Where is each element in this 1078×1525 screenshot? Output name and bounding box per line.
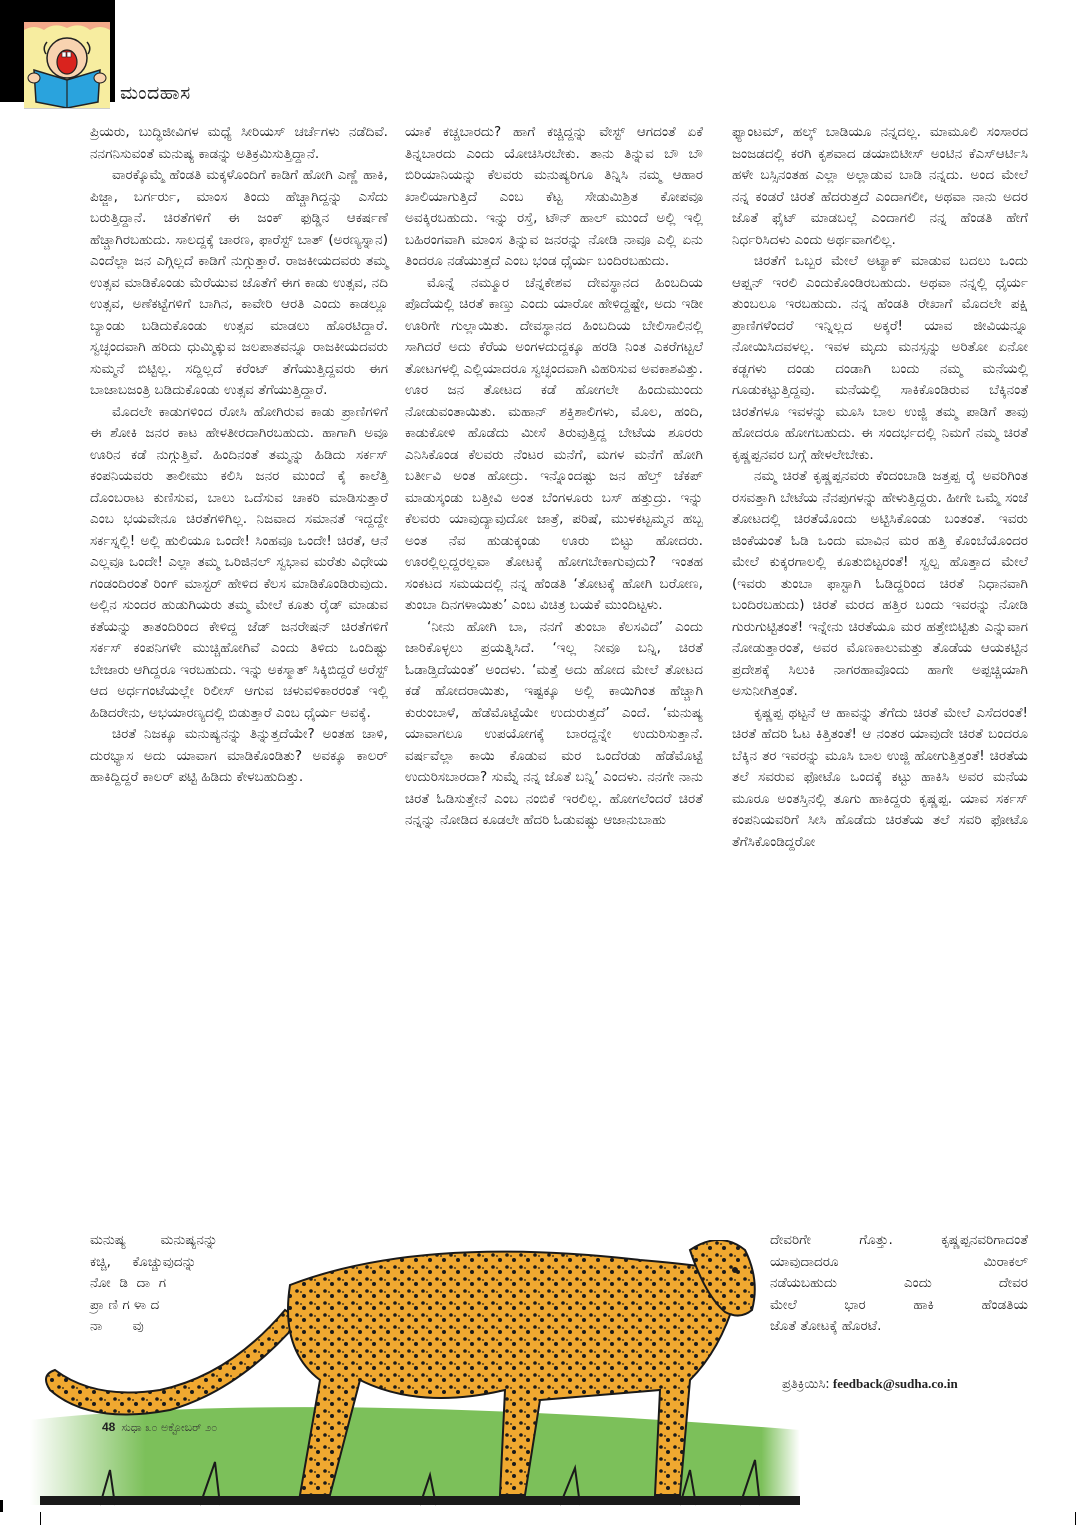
feedback-email-link[interactable]: feedback@sudha.co.in [832, 1376, 958, 1391]
article-column-3-tail [770, 1230, 1028, 1338]
article-line: ಯಾವುದಾದರೂ ಮಿರಾಕಲ್ [770, 1253, 1028, 1270]
article-line: ಮನುಷ್ಯ ಮನುಷ್ಯನನ್ನು [90, 1232, 218, 1248]
article-paragraph: ವಾರಕ್ಕೊಮ್ಮೆ ಹೆಂಡತಿ ಮಕ್ಕಳೊಂದಿಗೆ ಕಾಡಿಗೆ ಹೋಗಿ ಎಣ್ಣೆ ಹಾಕಿ, ಪಿಜ್ಜಾ, ಬರ್ಗರ್ರು, ಮಾಂಸ ತಿಂದು ಹೆಚ್ಚಾಗಿದ್ದನ್ನು ಎಸೆದು ಬರುತ್ತಿದ್ದಾನೆ. ಚಿರತೆಗಳಿಗೆ ಈ ಜಂಕ್ ಫುಡ್ಡಿನ ಆಕರ್ಷಣೆ ಹೆಚ್ಚಾಗಿರಬಹುದು. ಸಾಲದ್ದಕ್ಕೆ ಚಾರಣ, ಫಾರೆಸ್ಟ್ ಬಾತ್ (ಅರಣ್ಯಸ್ನಾನ) ಎಂದೆಲ್ಲಾ ಜನ ಎಗ್ಗಿಲ್ಲದೆ ಕಾಡಿಗೆ ನುಗ್ಗುತ್ತಾರೆ. ರಾಜಕೀಯದವರು ತಮ್ಮ ಉತ್ಸವ ಮಾಡಿಕೊಂಡು ಮೆರೆಯುವ ಜೊತೆಗೆ ಈಗ ಕಾಡು ಉತ್ಸವ, ನದಿ ಉತ್ಸವ, ಅಣೆಕಟ್ಟೆಗಳಿಗೆ ಬಾಗಿನ, ಕಾವೇರಿ ಆರತಿ ಎಂದು ಕಾಡಲ್ಲೂ ಬ್ಯಾಂಡು ಬಡಿದುಕೊಂಡು ಉತ್ಸವ ಮಾಡಲು ಹೊರಟಿದ್ದಾರೆ. ಸ್ವಚ್ಛಂದವಾಗಿ ಹರಿದು ಧುಮ್ಮಿಕ್ಕುವ ಜಲಪಾತವನ್ನೂ ರಾಜಕೀಯದವರು ಸುಮ್ಮನೆ ಬಿಟ್ಟಿಲ್ಲ. ಸದ್ದಿಲ್ಲದೆ ಕರೆಂಟ್ ತೆಗೆಯುತ್ತಿದ್ದವರು ಈಗ ಬಾಜಾಬಜಂತ್ರಿ ಬಡಿದುಕೊಂಡು ಉತ್ಸವ ತೆಗೆಯುತ್ತಿದ್ದಾರೆ. [90, 167, 388, 398]
article-line: ನಡೆಯಬಹುದು ಎಂದು ದೇವರ [770, 1275, 1028, 1291]
crop-mark [40, 1512, 41, 1525]
article-column-3 [732, 122, 1028, 853]
article-paragraph: ಮೊನ್ನೆ ನಮ್ಮೂರ ಚೆನ್ನಕೇಶವ ದೇವಸ್ಥಾನದ ಹಿಂಬದಿಯ ಪೊದೆಯಲ್ಲಿ ಚಿರತೆ ಕಾಣ್ತು ಎಂದು ಯಾರೋ ಹೇಳಿದ್ದಷ್ಟೇ, ಅದು ಇಡೀ ಊರಿಗೇ ಗುಲ್ಲಾಯಿತು. ದೇವಸ್ಥಾನದ ಹಿಂಬದಿಯ ಬೇಲಿಸಾಲಿನಲ್ಲಿ ಸಾಗಿದರೆ ಅದು ಕೆರೆಯ ಅಂಗಳದುದ್ದಕ್ಕೂ ಹರಡಿ ನಿಂತ ಎಕರೆಗಟ್ಟಲೆ ತೋಟಗಳಲ್ಲಿ ಎಲ್ಲಿಯಾದರೂ ಸ್ವಚ್ಛಂದವಾಗಿ ವಿಹರಿಸುವ ಅವಕಾಶವಿತ್ತು. ಊರ ಜನ ತೋಟದ ಕಡೆ ಹೋಗಲೇ ಹಿಂದುಮುಂದು ನೋಡುವಂತಾಯಿತು. ಮಹಾನ್ ಶಕ್ತಿಶಾಲಿಗಳು, ಮೊಲ, ಹಂದಿ, ಕಾಡುಕೋಳಿ ಹೊಡೆದು ಮೀಸೆ ತಿರುವುತ್ತಿದ್ದ ಬೇಟೆಯ ಶೂರರು ಎನಿಸಿಕೊಂಡ ಕೆಲವರು ನೆಂಟರ ಮನೆಗೆ, ಮಗಳ ಮನೆಗೆ ಹೋಗಿ ಬರ್ತೀವಿ ಅಂತ ಹೋದ್ರು. ಇನ್ನೊಂದಷ್ಟು ಜನ ಹೆಲ್ತ್ ಚೆಕಪ್ ಮಾಡುಸ್ಕಂಡು ಬತ್ತೀವಿ ಅಂತ ಬೆಂಗಳೂರು ಬಸ್ ಹತ್ತುದ್ರು. ಇನ್ನು ಕೆಲವರು ಯಾವುದ್ಯಾವುದೋ ಜಾತ್ರೆ, ಪರಿಷೆ, ಮುಳಕಟ್ಟಮ್ಮನ ಹಬ್ಬ ಅಂತ ನೆವ ಹುಡುಕ್ಕಂಡು ಊರು ಬಿಟ್ಟು ಹೋದರು. ಊರಲ್ಲಿಲ್ಲದ್ದರಲ್ಲವಾ ತೋಟಕ್ಕೆ ಹೋಗಬೇಕಾಗುವುದು? ಇಂತಹ ಸಂಕಟದ ಸಮಯದಲ್ಲಿ ನನ್ನ ಹೆಂಡತಿ ‘ತೋಟಕ್ಕೆ ಹೋಗಿ ಬರೋಣ, ತುಂಬಾ ದಿನಗಳಾಯಿತು’ ಎಂಬ ವಿಚಿತ್ರ ಬಯಕೆ ಮುಂದಿಟ್ಟಳು. [405, 274, 703, 613]
laughing-reader-icon [24, 22, 110, 109]
article-column-1-tail [90, 1230, 280, 1338]
feedback-line [782, 1376, 958, 1392]
publication-date: ಸುಧಾ ೩೦ ಅಕ್ಟೋಬರ್ ೨೦ [121, 1421, 218, 1434]
article-paragraph: ಪ್ರಿಯರು, ಬುದ್ಧಿಜೀವಿಗಳ ಮಧ್ಯೆ ಸೀರಿಯಸ್ ಚರ್ಚೆಗಳು ನಡೆದಿವೆ. ನನಗನಿಸುವಂತೆ ಮನುಷ್ಯ ಕಾಡನ್ನು ಅತಿಕ್ರಮಿಸುತ್ತಿದ್ದಾನೆ. [90, 124, 388, 162]
article-line: ನೋ ಡಿ ದಾ ಗ [90, 1275, 167, 1291]
article-paragraph: ಚಿರತೆಗೆ ಒಬ್ಬರ ಮೇಲೆ ಅಟ್ಯಾಕ್ ಮಾಡುವ ಬದಲು ಒಂದು ಆಪ್ಷನ್ ಇರಲಿ ಎಂದುಕೊಂಡಿರಬಹುದು. ಅಥವಾ ನನ್ನಲ್ಲಿ ಧೈರ್ಯ ತುಂಬಲೂ ಇರಬಹುದು. ನನ್ನ ಹೆಂಡತಿ ರೇಖಾಗೆ ಮೊದಲೇ ಪಕ್ಷಿ ಪ್ರಾಣಿಗಳೆಂದರೆ ಇನ್ನಿಲ್ಲದ ಅಕ್ಕರೆ! ಯಾವ ಜೀವಿಯನ್ನೂ ನೋಯಿಸಿದವಳಲ್ಲ. ಇವಳ ಮೃದು ಮನಸ್ಸನ್ನು ಅರಿತೋ ಏನೋ ಕಡ್ಜಗಳು ದಂಡು ದಂಡಾಗಿ ಬಂದು ನಮ್ಮ ಮನೆಯಲ್ಲಿ ಗೂಡುಕಟ್ಟುತ್ತಿದ್ದವು. ಮನೆಯಲ್ಲಿ ಸಾಕಿಕೊಂಡಿರುವ ಬೆಕ್ಕಿನಂತೆ ಚಿರತೆಗಳೂ ಇವಳನ್ನು ಮೂಸಿ ಬಾಲ ಉಜ್ಜಿ ತಮ್ಮ ಪಾಡಿಗೆ ತಾವು ಹೋದರೂ ಹೋಗಬಹುದು. ಈ ಸಂದರ್ಭದಲ್ಲಿ ನಿಮಗೆ ನಮ್ಮ ಚಿರತೆ ಕೃಷ್ಣಪ್ಪನವರ ಬಗ್ಗೆ ಹೇಳಲೇಬೇಕು. [732, 253, 1028, 463]
article-paragraph: ಫ್ಯಾಂಟಮ್, ಹಲ್ಕ್ ಬಾಡಿಯೂ ನನ್ನದಲ್ಲ. ಮಾಮೂಲಿ ಸಂಸಾರದ ಜಂಜಡದಲ್ಲಿ ಕರಗಿ ಕೃಶವಾದ ಡಯಾಬಿಟೀಸ್ ಅಂಟಿನ ಕೆಎಸ್ಆರ್ಟಿಸಿ ಹಳೇ ಬಸ್ಸಿನಂತಹ ಎಲ್ಲಾ ಅಲ್ಲಾಡುವ ಬಾಡಿ ನನ್ನದು. ಅಂದ ಮೇಲೆ ನನ್ನ ಕಂಡರೆ ಚಿರತೆ ಹೆದರುತ್ತದೆ ಎಂದಾಗಲೀ, ಅಥವಾ ನಾನು ಅದರ ಜೊತೆ ಫೈಟ್ ಮಾಡಬಲ್ಲೆ ಎಂದಾಗಲಿ ನನ್ನ ಹೆಂಡತಿ ಹೇಗೆ ನಿರ್ಧರಿಸಿದಳು ಎಂದು ಅರ್ಥವಾಗಲಿಲ್ಲ. [732, 124, 1028, 248]
article-paragraph: ಯಾಕೆ ಕಚ್ಚಬಾರದು? ಹಾಗೆ ಕಚ್ಚಿದ್ದನ್ನು ವೇಸ್ಟ್ ಆಗದಂತೆ ಏಕೆ ತಿನ್ನಬಾರದು ಎಂದು ಯೋಚಿಸಿರಬೇಕು. ತಾನು ತಿನ್ನುವ ಬೌ ಬೌ ಬಿರಿಯಾನಿಯನ್ನು ಕೆಲವರು ಮನುಷ್ಯರಿಗೂ ತಿನ್ನಿಸಿ ನಮ್ಮ ಆಹಾರ ಖಾಲಿಯಾಗುತ್ತಿದೆ ಎಂಬ ಕೆಟ್ಟ ಸೇಡುಮಿಶ್ರಿತ ಕೋಪವೂ ಅವಕ್ಕಿರಬಹುದು. ಇನ್ನು ರಸ್ತೆ, ಟೌನ್ ಹಾಲ್ ಮುಂದೆ ಅಲ್ಲಿ ಇಲ್ಲಿ ಬಹಿರಂಗವಾಗಿ ಮಾಂಸ ತಿನ್ನುವ ಜನರನ್ನು ನೋಡಿ ನಾವೂ ಎಲ್ಲಿ ಏನು ತಿಂದರೂ ನಡೆಯುತ್ತದೆ ಎಂಬ ಭಂಡ ಧೈರ್ಯ ಬಂದಿರಬಹುದು. [405, 124, 703, 269]
column-logo-illustration [24, 22, 110, 108]
article-line: ಕಚ್ಚಿ, ಕೊಚ್ಚುವುದನ್ನು [90, 1253, 197, 1270]
article-paragraph: ‘ನೀನು ಹೋಗಿ ಬಾ, ನನಗೆ ತುಂಬಾ ಕೆಲಸವಿದೆ’ ಎಂದು ಜಾರಿಕೊಳ್ಳಲು ಪ್ರಯತ್ನಿಸಿದೆ. ‘ಇಲ್ಲ ನೀವೂ ಬನ್ನಿ, ಚಿರತೆ ಓಡಾಡ್ತಿದೆಯಂತೆ’ ಅಂದಳು. ‘ಮತ್ತೆ ಅದು ಹೋದ ಮೇಲೆ ತೋಟದ ಕಡೆ ಹೋದರಾಯಿತು, ಇಷ್ಟಕ್ಕೂ ಅಲ್ಲಿ ಕಾಯಿಗಿಂತ ಹೆಚ್ಚಾಗಿ ಕುರುಂಬಾಳೆ, ಹೆಡೆಮೊಟ್ಟೆಯೇ ಉದುರುತ್ತದೆ’ ಎಂದೆ. ‘ಮನುಷ್ಯ ಯಾವಾಗಲೂ ಉಪಯೋಗಕ್ಕೆ ಬಾರದ್ದನ್ನೇ ಉದುರಿಸುತ್ತಾನೆ. ವರ್ಷವೆಲ್ಲಾ ಕಾಯಿ ಕೊಡುವ ಮರ ಒಂದೆರಡು ಹೆಡೆಮೊಟ್ಟೆ ಉದುರಿಸಬಾರದಾ? ಸುಮ್ನೆ ನನ್ನ ಜೊತೆ ಬನ್ನಿ’ ಎಂದಳು. ನನಗೇ ನಾನು ಚಿರತೆ ಓಡಿಸುತ್ತೇನೆ ಎಂಬ ನಂಬಿಕೆ ಇರಲಿಲ್ಲ. ಹೋಗಲೆಂದರೆ ಚಿರತೆ ನನ್ನನ್ನು ನೋಡಿದ ಕೂಡಲೇ ಹೆದರಿ ಓಡುವಷ್ಟು ಆಜಾನುಬಾಹು [405, 618, 703, 828]
article-line: ಮೇಲೆ ಭಾರ ಹಾಕಿ ಹೆಂಡತಿಯ [770, 1296, 1028, 1313]
article-paragraph: ಚಿರತೆ ನಿಜಕ್ಕೂ ಮನುಷ್ಯನನ್ನು ತಿನ್ನುತ್ತದೆಯೇ? ಅಂತಹ ಚಾಳಿ, ದುರಭ್ಯಾಸ ಅದು ಯಾವಾಗ ಮಾಡಿಕೊಂಡಿತು? ಅವಕ್ಕೂ ಕಾಲರ್ ಹಾಕಿದ್ದಿದ್ದರೆ ಕಾಲರ್ ಪಟ್ಟಿ ಹಿಡಿದು ಕೇಳಬಹುದಿತ್ತು. [90, 726, 388, 785]
article-paragraph: ಕೃಷ್ಣಪ್ಪ ಥಟ್ಟನೆ ಆ ಹಾವನ್ನು ತೆಗೆದು ಚಿರತೆ ಮೇಲೆ ಎಸೆದರಂತೆ! ಚಿರತೆ ಹೆದರಿ ಓಟ ಕಿತ್ತಿತಂತೆ! ಆ ನಂತರ ಯಾವುದೇ ಚಿರತೆ ಬಂದರೂ ಬೆಕ್ಕಿನ ತರ ಇವರನ್ನು ಮೂಸಿ ಬಾಲ ಉಜ್ಜಿ ಹೋಗುತ್ತಿತ್ತಂತೆ! ಚಿರತೆಯ ತಲೆ ಸವರುವ ಫೋಟೊ ಒಂದಕ್ಕೆ ಕಟ್ಟು ಹಾಕಿಸಿ ಅವರ ಮನೆಯ ಮೂರೂ ಅಂತಸ್ತಿನಲ್ಲಿ ತೂಗು ಹಾಕಿದ್ದರು ಕೃಷ್ಣಪ್ಪ. ಯಾವ ಸರ್ಕಸ್ ಕಂಪನಿಯವರಿಗೆ ಸೀಸಿ ಹೊಡೆದು ಚಿರತೆಯ ತಲೆ ಸವರಿ ಫೋಟೊ ತೆಗೆಸಿಕೊಂಡಿದ್ದರೋ [732, 704, 1028, 850]
article-paragraph: ನಮ್ಮ ಚಿರತೆ ಕೃಷ್ಣಪ್ಪನವರು ಕೆಂದಂಬಾಡಿ ಜತ್ತಪ್ಪ ರೈ ಅವರಿಗಿಂತ ರಸವತ್ತಾಗಿ ಬೇಟೆಯ ನೆನಪುಗಳನ್ನು ಹೇಳುತ್ತಿದ್ದರು. ಹೀಗೇ ಒಮ್ಮೆ ಸಂಜೆ ತೋಟದಲ್ಲಿ ಚಿರತೆಯೊಂದು ಅಟ್ಟಿಸಿಕೊಂಡು ಬಂತಂತೆ. ಇವರು ಜಿಂಕೆಯಂತೆ ಓಡಿ ಒಂದು ಮಾವಿನ ಮರ ಹತ್ತಿ ಕೊಂಬೆಯೊಂದರ ಮೇಲೆ ಕುಕ್ಕರಗಾಲಲ್ಲಿ ಕೂತುಬಿಟ್ಟರಂತೆ! ಸ್ವಲ್ಪ ಹೊತ್ತಾದ ಮೇಲೆ (ಇವರು ತುಂಬಾ ಫಾಸ್ಟಾಗಿ ಓಡಿದ್ದರಿಂದ ಚಿರತೆ ನಿಧಾನವಾಗಿ ಬಂದಿರಬಹುದು) ಚಿರತೆ ಮರದ ಹತ್ತಿರ ಬಂದು ಇವರನ್ನು ನೋಡಿ ಗುರುಗುಟ್ಟಿತಂತೆ! ಇನ್ನೇನು ಚಿರತೆಯೂ ಮರ ಹತ್ತೇಬಿಟ್ಟಿತು ಎನ್ನುವಾಗ ನೋಡುತ್ತಾರಂತೆ, ಅವರ ಮೊಣಕಾಲುಮತ್ತು ತೊಡೆಯ ಆಯಕಟ್ಟಿನ ಪ್ರದೇಶಕ್ಕೆ ಸಿಲುಕಿ ನಾಗರಹಾವೊಂದು ಹಾಗೇ ಅಪ್ಪಚ್ಚಿಯಾಗಿ ಅಸುನೀಗಿತ್ತಂತೆ. [732, 468, 1028, 699]
article-line: ದೇವರಿಗೇ ಗೊತ್ತು. ಕೃಷ್ಣಪ್ಪನವರಿಗಾದಂತೆ [770, 1232, 1028, 1248]
section-title: ಮಂದಹಾಸ [120, 82, 191, 104]
article-column-2 [405, 122, 703, 832]
article-paragraph: ಮೊದಲೇ ಕಾಡುಗಳಿಂದ ರೋಸಿ ಹೋಗಿರುವ ಕಾಡು ಪ್ರಾಣಿಗಳಿಗೆ ಈ ಶೋಕಿ ಜನರ ಕಾಟ ಹೇಳತೀರದಾಗಿರಬಹುದು. ಹಾಗಾಗಿ ಅವೂ ಊರಿನ ಕಡೆ ನುಗ್ಗುತ್ತಿವೆ. ಹಿಂದಿನಂತೆ ತಮ್ಮನ್ನು ಹಿಡಿದು ಸರ್ಕಸ್ ಕಂಪನಿಯವರು ತಾಲೀಮು ಕಲಿಸಿ ಜನರ ಮುಂದೆ ಕೈ ಕಾಲೆತ್ತಿ ದೊಂಬರಾಟ ಕುಣಿಸುವ, ಬಾಲು ಒದೆಸುವ ಚಾಕರಿ ಮಾಡಿಸುತ್ತಾರೆ ಎಂಬ ಭಯವೇನೂ ಚಿರತೆಗಳಿಗಿಲ್ಲ. ನಿಜವಾದ ಸಮಾನತೆ ಇದ್ದದ್ದೇ ಸರ್ಕಸ್ನಲ್ಲಿ! ಅಲ್ಲಿ ಹುಲಿಯೂ ಒಂದೇ! ಸಿಂಹವೂ ಒಂದೇ! ಚಿರತೆ, ಆನೆ ಎಲ್ಲವೂ ಒಂದೇ! ಎಲ್ಲಾ ತಮ್ಮ ಒರಿಜಿನಲ್ ಸ್ವಭಾವ ಮರೆತು ವಿಧೇಯ ಗಂಡಂದಿರಂತೆ ರಿಂಗ್ ಮಾಸ್ಟರ್ ಹೇಳಿದ ಕೆಲಸ ಮಾಡಿಕೊಂಡಿರುವುದು. ಅಲ್ಲಿನ ಸುಂದರ ಹುಡುಗಿಯರು ತಮ್ಮ ಮೇಲೆ ಕೂತು ರೈಡ್ ಮಾಡುವ ಕತೆಯನ್ನು ತಾತಂದಿರಿಂದ ಕೇಳಿದ್ದ ಜೆಡ್ ಜನರೇಷನ್ ಚಿರತೆಗಳಿಗೆ ಸರ್ಕಸ್ ಕಂಪನಿಗಳೇ ಮುಚ್ಚಿಹೋಗಿವೆ ಎಂದು ತಿಳಿದು ಒಂದಿಷ್ಟು ಬೇಜಾರು ಆಗಿದ್ದರೂ ಇರಬಹುದು. ಇನ್ನು ಅಕಸ್ಮಾತ್ ಸಿಕ್ಕಿಬಿದ್ದರೆ ಅರೆಸ್ಟ್ ಆದ ಅರ್ಧಗಂಟೆಯಲ್ಲೇ ರಿಲೀಸ್ ಆಗುವ ಚಳುವಳಿಕಾರರಂತೆ ಇಲ್ಲಿ ಹಿಡಿದರೇನು, ಅಭಯಾರಣ್ಯದಲ್ಲಿ ಬಿಡುತ್ತಾರೆ ಎಂಬ ಧೈರ್ಯ ಅವಕ್ಕೆ. [90, 403, 388, 721]
article-column-1 [90, 122, 388, 789]
article-line: ನಾ ವು [90, 1318, 144, 1334]
page-number: 48 [102, 1420, 116, 1434]
article-line: ಪ್ರಾ ಣಿ ಗ ಳಾ ದ [90, 1296, 160, 1313]
crop-mark [0, 1500, 3, 1512]
crop-mark [1075, 1512, 1076, 1525]
article-line: ಜೊತೆ ತೋಟಕ್ಕೆ ಹೊರಟೆ. [770, 1318, 882, 1334]
page-folio [102, 1420, 217, 1435]
feedback-label: ಪ್ರತಿಕ್ರಿಯಿಸಿ: [782, 1377, 830, 1392]
